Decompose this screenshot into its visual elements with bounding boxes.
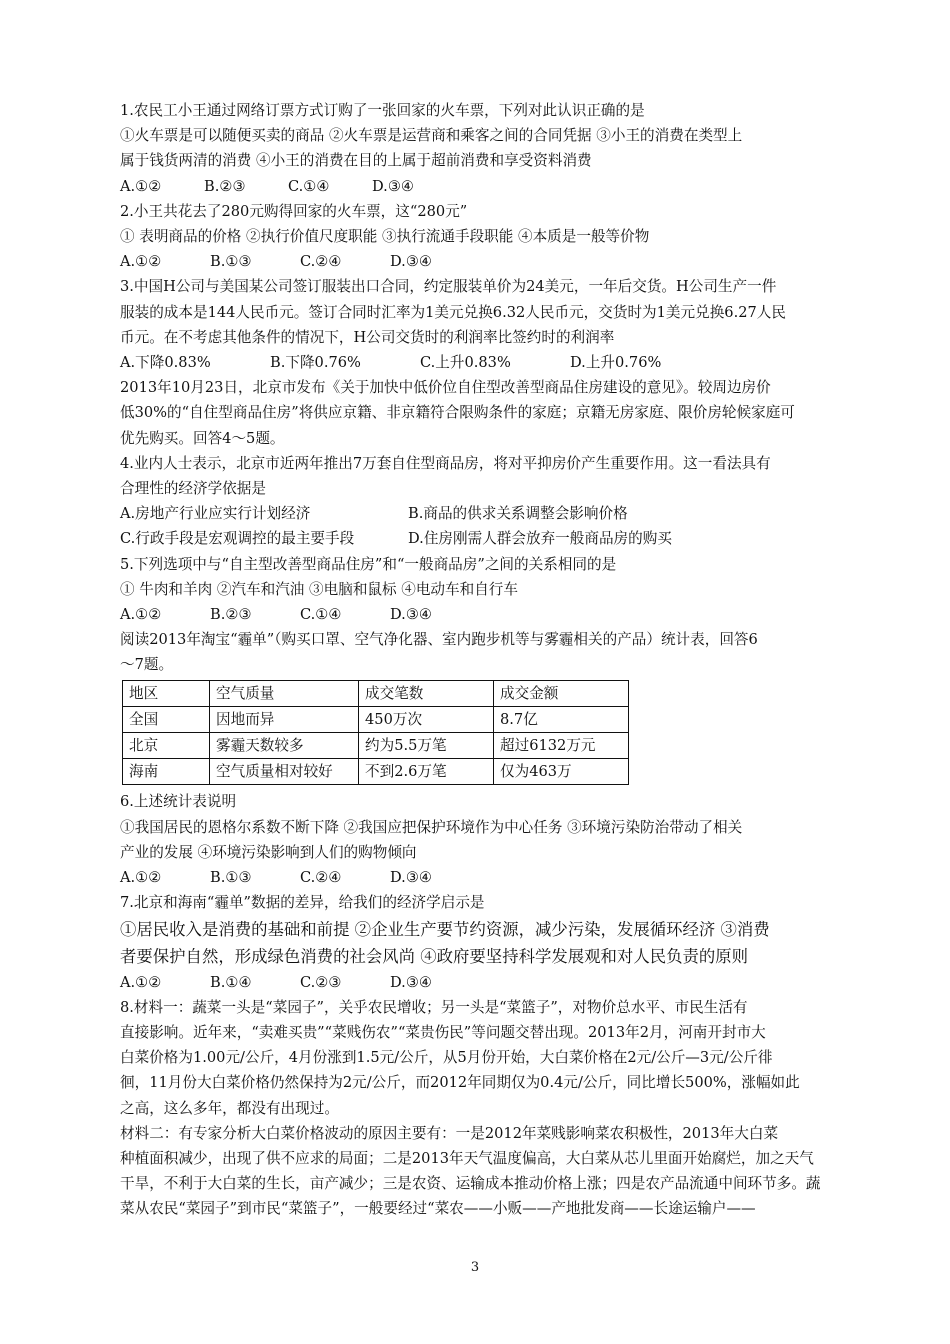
q6-option-c: C.②④ [300, 869, 342, 887]
q1-option-d: D.③④ [372, 177, 414, 195]
q4-option-d: D.住房刚需人群会放弃一般商品房的购买 [408, 530, 672, 548]
q8-material2-line3: 干旱，不利于大白菜的生长，亩产减少；三是农资、运输成本推动价格上涨；四是农产品流通中间环节多。蔬 [120, 1175, 821, 1193]
q5-option-c: C.①④ [300, 606, 342, 624]
q8-material1-line3: 白菜价格为1.00元/公斤，4月份涨到1.5元/公斤，从5月份开始，大白菜价格在2元/公斤—3元/公斤徘 [120, 1049, 773, 1067]
q5-statements: ① 牛肉和羊肉 ②汽车和汽油 ③电脑和鼠标 ④电动车和自行车 [120, 580, 518, 598]
q3-line2: 服装的成本是144人民币元。签订合同时汇率为1美元兑换6.32人民币元，交货时为1美元兑换6.27人民 [120, 303, 786, 321]
passage-6-7-line1: 阅读2013年淘宝“霾单”（购买口罩、空气净化器、室内跑步机等与雾霾相关的产品）统计表，回答6 [120, 631, 758, 649]
table-cell: 北京 [123, 733, 210, 759]
q2-option-d: D.③④ [390, 253, 432, 271]
q2-statements: ① 表明商品的价格 ②执行价值尺度职能 ③执行流通手段职能 ④本质是一般等价物 [120, 228, 650, 246]
passage-6-7-line2: ～7题。 [120, 656, 174, 674]
q3-option-a: A.下降0.83% [120, 354, 211, 372]
q1-option-b: B.②③ [204, 177, 246, 195]
q4-option-b: B.商品的供求关系调整会影响价格 [408, 505, 628, 523]
q3-line3: 币元。在不考虑其他条件的情况下，H公司交货时的利润率比签约时的利润率 [120, 328, 615, 346]
q2-options [120, 249, 865, 274]
table-header-cell: 地区 [123, 680, 210, 706]
table-cell: 超过6132万元 [494, 733, 629, 759]
passage-4-5-line2: 低30%的“自住型商品住房”将供应京籍、非京籍符合限购条件的家庭；京籍无房家庭、限价房轮候家庭可 [120, 404, 795, 422]
q2-option-b: B.①③ [210, 253, 252, 271]
q7-statements-line1: ①居民收入是消费的基础和前提 ②企业生产要节约资源，减少污染，发展循环经济 ③消费 [120, 919, 770, 939]
table-header-cell: 成交金额 [494, 680, 629, 706]
q7-options [120, 970, 865, 995]
q3-option-c: C.上升0.83% [420, 354, 511, 372]
q8-material2-line2: 种植面积减少，出现了供不应求的局面；二是2013年天气温度偏高，大白菜从芯儿里面开始腐烂，加之天气 [120, 1149, 814, 1167]
q4-line2: 合理性的经济学依据是 [120, 480, 266, 498]
q2-stem: 2.小王共花去了280元购得回家的火车票，这“280元” [120, 202, 468, 220]
q7-statements-line2: 者要保护自然，形成绿色消费的社会风尚 ④政府要坚持科学发展观和对人民负责的原则 [120, 946, 749, 966]
q8-material1-line2: 直接影响。近年来，“卖难买贵”“菜贱伤农”“菜贵伤民”等问题交替出现。2013年2月，河南开封市大 [120, 1023, 766, 1041]
table-cell: 仅为463万 [494, 759, 629, 785]
q5-option-d: D.③④ [390, 606, 432, 624]
q3-line1: 3.中国H公司与美国某公司签订服装出口合同，约定服装单价为24美元，一年后交货。H公司生产一件 [120, 278, 777, 296]
q3-option-d: D.上升0.76% [570, 354, 662, 372]
table-cell: 450万次 [359, 706, 494, 732]
q6-statements-line2: 产业的发展 ④环境污染影响到人们的购物倾向 [120, 843, 417, 861]
table-header-row [123, 680, 629, 706]
haze-orders-table [122, 680, 629, 786]
q5-option-b: B.②③ [210, 606, 252, 624]
exam-content [120, 98, 865, 1222]
q2-option-c: C.②④ [300, 253, 342, 271]
q4-options-row1 [120, 501, 865, 526]
q6-stem: 6.上述统计表说明 [120, 793, 237, 811]
q5-option-a: A.①② [120, 606, 162, 624]
q1-option-c: C.①④ [288, 177, 330, 195]
q7-option-a: A.①② [120, 973, 162, 991]
q1-options [120, 174, 865, 199]
q4-options-row2 [120, 526, 865, 551]
q3-option-b: B.下降0.76% [270, 354, 361, 372]
q6-option-d: D.③④ [390, 869, 432, 887]
table-header-cell: 成交笔数 [359, 680, 494, 706]
table-row [123, 733, 629, 759]
table-cell: 因地而异 [210, 706, 359, 732]
q6-options [120, 865, 865, 890]
q4-option-a: A.房地产行业应实行计划经济 [120, 505, 311, 523]
q5-options [120, 602, 865, 627]
q7-option-c: C.②③ [300, 973, 342, 991]
page-number: 3 [470, 1260, 480, 1275]
table-header-cell: 空气质量 [210, 680, 359, 706]
q7-option-d: D.③④ [390, 973, 432, 991]
q8-material1-line4: 徊，11月份大白菜价格仍然保持为2元/公斤，而2012年同期仅为0.4元/公斤，同比增长500%，涨幅如此 [120, 1074, 800, 1092]
q1-option-a: A.①② [120, 177, 162, 195]
q8-material2-line1: 材料二：有专家分析大白菜价格波动的原因主要有：一是2012年菜贱影响菜农积极性，2013年大白菜 [120, 1124, 779, 1142]
table-row [123, 706, 629, 732]
q6-option-a: A.①② [120, 869, 162, 887]
table-cell: 雾霾天数较多 [210, 733, 359, 759]
q1-stem: 1.农民工小王通过网络订票方式订购了一张回家的火车票，下列对此认识正确的是 [120, 102, 645, 119]
table-row [123, 759, 629, 785]
q7-option-b: B.①④ [210, 973, 252, 991]
q5-stem: 5.下列选项中与“自主型改善型商品住房”和“一般商品房”之间的关系相同的是 [120, 555, 617, 573]
table-cell: 不到2.6万笔 [359, 759, 494, 785]
q2-option-a: A.①② [120, 253, 162, 271]
passage-4-5-line3: 优先购买。回答4～5题。 [120, 429, 285, 447]
table-cell: 约为5.5万笔 [359, 733, 494, 759]
table-cell: 空气质量相对较好 [210, 759, 359, 785]
table-cell: 8.7亿 [494, 706, 629, 732]
table-cell: 海南 [123, 759, 210, 785]
q4-line1: 4.业内人士表示，北京市近两年推出7万套自住型商品房，将对平抑房价产生重要作用。这一看法具有 [120, 454, 771, 472]
q4-option-c: C.行政手段是宏观调控的最主要手段 [120, 530, 355, 548]
q8-material1-line5: 之高，这么多年，都没有出现过。 [120, 1099, 339, 1117]
q3-options [120, 350, 865, 375]
q1-statements-line1: ①火车票是可以随便买卖的商品 ②火车票是运营商和乘客之间的合同凭据 ③小王的消费在类型上 [120, 127, 743, 145]
q8-material1-line1: 8.材料一：蔬菜一头是“菜园子”，关乎农民增收；另一头是“菜篮子”，对物价总水平、市民生活有 [120, 998, 748, 1016]
q6-statements-line1: ①我国居民的恩格尔系数不断下降 ②我国应把保护环境作为中心任务 ③环境污染防治带动了相关 [120, 818, 743, 836]
table-cell: 全国 [123, 706, 210, 732]
q1-statements-line2: 属于钱货两清的消费 ④小王的消费在目的上属于超前消费和享受资料消费 [120, 152, 592, 170]
passage-4-5-line1: 2013年10月23日，北京市发布《关于加快中低价位自住型改善型商品住房建设的意见》。较周边房价 [120, 379, 771, 397]
q7-stem: 7.北京和海南“霾单”数据的差异，给我们的经济学启示是 [120, 894, 485, 912]
q8-material2-line4: 菜从农民“菜园子”到市民“菜篮子”，一般要经过“菜农——小贩——产地批发商——长途运输户—— [120, 1200, 756, 1218]
q6-option-b: B.①③ [210, 869, 252, 887]
